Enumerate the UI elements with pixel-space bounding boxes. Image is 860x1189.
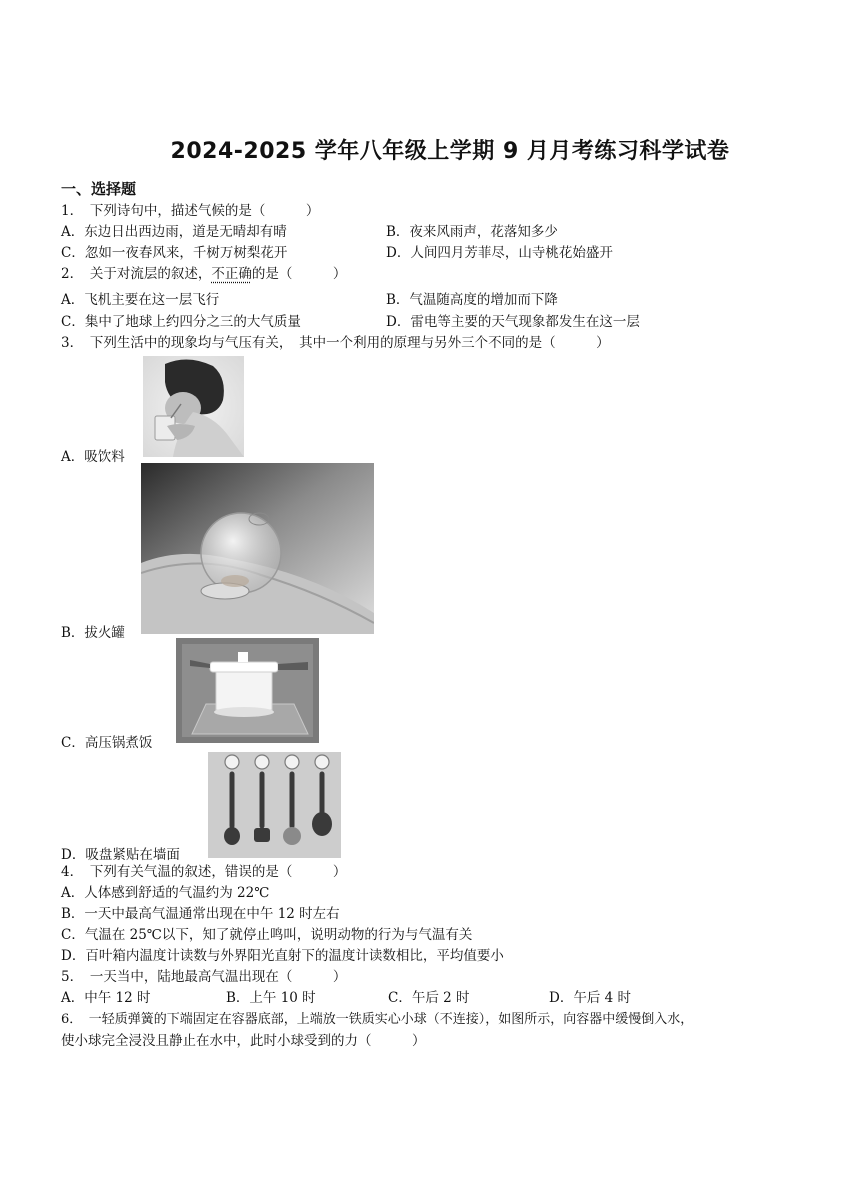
question-2-stem-end: 的是（ ） bbox=[251, 266, 347, 282]
page-title: 2024-2025 学年八年级上学期 9 月月考练习科学试卷 bbox=[170, 139, 730, 164]
question-3-option-d: D．吸盘紧贴在墙面 bbox=[61, 847, 180, 863]
question-1-stem: 1． 下列诗句中，描述气候的是（ ） bbox=[61, 203, 320, 219]
question-5-option-a: A．中午 12 时 bbox=[61, 990, 151, 1006]
question-2-option-d: D．雷电等主要的天气现象都发生在这一层 bbox=[386, 314, 640, 330]
question-1-option-c: C．忽如一夜春风来，千树万树梨花开 bbox=[61, 245, 288, 261]
question-2-stem-start: 2． 关于对流层的叙述， bbox=[61, 266, 212, 282]
question-5-option-b: B．上午 10 时 bbox=[226, 990, 316, 1006]
question-5-option-d: D．午后 4 时 bbox=[549, 990, 631, 1006]
question-3-option-a: A．吸饮料 bbox=[61, 449, 125, 465]
figure-pressure-cooker-photo bbox=[176, 638, 319, 743]
question-4-option-c: C．气温在 25℃以下，知了就停止鸣叫，说明动物的行为与气温有关 bbox=[61, 927, 473, 943]
figure-suction-cup-photo bbox=[208, 752, 341, 858]
question-1-option-a: A．东边日出西边雨，道是无晴却有晴 bbox=[61, 224, 287, 240]
question-1-option-b: B．夜来风雨声，花落知多少 bbox=[386, 224, 558, 240]
question-3-option-c: C．高压锅煮饭 bbox=[61, 735, 153, 751]
question-2-stem bbox=[61, 264, 346, 284]
question-2-option-a: A．飞机主要在这一层飞行 bbox=[61, 292, 220, 308]
question-2-option-b: B．气温随高度的增加而下降 bbox=[386, 292, 558, 308]
question-4-option-d: D．百叶箱内温度计读数与外界阳光直射下的温度计读数相比，平均值要小 bbox=[61, 948, 504, 964]
question-4-stem: 4． 下列有关气温的叙述，错误的是（ ） bbox=[61, 864, 347, 880]
question-3-option-b: B．拔火罐 bbox=[61, 625, 125, 641]
question-3-stem: 3． 下列生活中的现象均与气压有关， 其中一个利用的原理与另外三个不同的是（ ） bbox=[61, 335, 610, 351]
question-6-stem-line-2: 使小球完全浸没且静止在水中，此时小球受到的力（ ） bbox=[61, 1033, 426, 1049]
question-4-option-a: A．人体感到舒适的气温约为 22℃ bbox=[61, 885, 270, 901]
question-2-option-c: C．集中了地球上约四分之三的大气质量 bbox=[61, 314, 301, 330]
question-5-option-c: C．午后 2 时 bbox=[388, 990, 470, 1006]
figure-cupping-photo bbox=[141, 463, 374, 634]
question-1-option-d: D．人间四月芳菲尽，山寺桃花始盛开 bbox=[386, 245, 613, 261]
question-6-stem-line-1: 6． 一轻质弹簧的下端固定在容器底部，上端放一铁质实心小球（不连接），如图所示，向容器中缓慢倒入水， bbox=[61, 1012, 694, 1027]
question-2-stem-emphasis: 不正确 bbox=[211, 266, 252, 282]
question-4-option-b: B．一天中最高气温通常出现在中午 12 时左右 bbox=[61, 906, 340, 922]
figure-drinking-photo bbox=[143, 356, 244, 457]
question-5-stem: 5． 一天当中，陆地最高气温出现在（ ） bbox=[61, 969, 347, 985]
section-heading: 一、选择题 bbox=[61, 180, 137, 198]
